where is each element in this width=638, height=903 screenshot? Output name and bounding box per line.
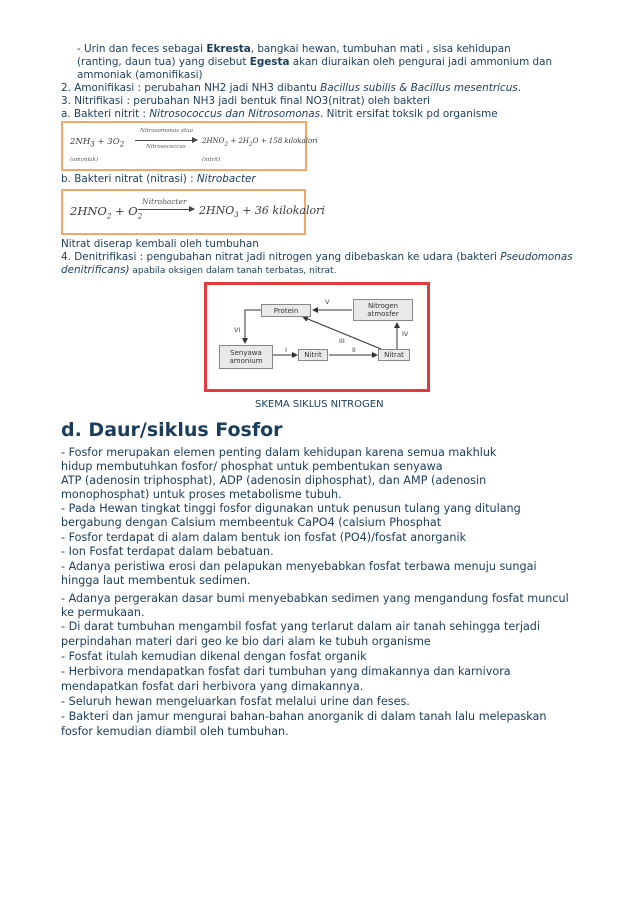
intro-line-3: ammoniak (amonifikasi) xyxy=(77,69,203,81)
fosfor-line: - Fosfor terdapat di alam dalam bentuk ion fosfat (PO4)/fosfat anorganik xyxy=(61,531,467,544)
eq1-label-left: (amoniak) xyxy=(70,157,99,163)
fosfor-line: - Pada Hewan tingkat tinggi fosfor digunakan untuk penusun tulang yang ditulang xyxy=(61,502,521,515)
fosfor-line: perpindahan materi dari geo ke bio dari alam ke tubuh organisme xyxy=(61,635,431,648)
fosfor-line: hidup membutuhkan fosfor/ phosphat untuk pembentukan senyawa xyxy=(61,460,443,473)
fosfor-line: bergabung dengan Calsium membeentuk CaPO4 (calsium Phosphat xyxy=(61,516,442,529)
eq1-arrow-bottom: Nitrosococcus xyxy=(146,144,186,150)
eq2-right: $2HNO_3 + 36$ kilokalori xyxy=(199,204,325,220)
fosfor-line: monophosphat) untuk proses metabolisme tubuh. xyxy=(61,488,342,501)
fosfor-line: - Seluruh hewan mengeluarkan fosfat melalui urine dan feses. xyxy=(61,695,410,708)
fosfor-line: - Fosfat itulah kemudian dikenal dengan fosfat organik xyxy=(61,650,367,663)
label-i: I xyxy=(285,346,287,354)
item-bakteri-nitrat: b. Bakteri nitrat (nitrasi) : Nitrobacter xyxy=(61,173,256,185)
node-nitrat: Nitrat xyxy=(378,349,410,361)
eq2-arrow-top: Nitrobacter xyxy=(142,197,187,206)
eq1-label-right: (nitrit) xyxy=(202,157,221,163)
item-denitrifikasi: 4. Denitrifikasi : pengubahan nitrat jadi nitrogen yang dibebaskan ke udara (bakteri Pseudomonas xyxy=(61,251,573,263)
label-iii: III xyxy=(339,337,345,345)
eq1-left: $2NH_3 + 3O_2$ xyxy=(70,137,125,149)
node-senyawa-amonium: Senyawa amonium xyxy=(219,345,273,369)
fosfor-line: - Fosfor merupakan elemen penting dalam kehidupan karena semua makhluk xyxy=(61,446,497,459)
fosfor-line: fosfor kemudian diambil oleh tumbuhan. xyxy=(61,725,289,738)
label-iv: IV xyxy=(402,330,409,338)
fosfor-line: mendapatkan fosfat dari herbivora yang dimakannya. xyxy=(61,680,364,693)
node-protein: Protein xyxy=(261,304,311,317)
equation-nitrat-image xyxy=(61,189,325,235)
fosfor-line: hingga laut membentuk sedimen. xyxy=(61,574,251,587)
nitrat-diserap-line: Nitrat diserap kembali oleh tumbuhan xyxy=(61,238,259,250)
eq2-arrow xyxy=(138,209,194,210)
eq1-arrow xyxy=(135,140,197,141)
fosfor-line: ke permukaan. xyxy=(61,606,145,619)
item-nitrifikasi: 3. Nitrifikasi : perubahan NH3 jadi bentuk final NO3(nitrat) oleh bakteri xyxy=(61,95,431,107)
item-bakteri-nitrit: a. Bakteri nitrit : Nitrosococcus dan Nitrosomonas. Nitrit ersifat toksik pd organisme xyxy=(61,108,498,120)
eq1-arrow-top: Nitrosomonas atau xyxy=(140,128,194,134)
label-ii: II xyxy=(352,346,356,354)
node-nitrogen-atmosfer: Nitrogen atmosfer xyxy=(353,299,413,321)
item-denitrifikasi-cont: denitrificans) apabila oksigen dalam tanah terbatas, nitrat. xyxy=(61,264,337,276)
section-heading: d. Daur/siklus Fosfor xyxy=(61,419,283,441)
fosfor-line: ATP (adenosin triphosphat), ADP (adenosin diphosphat), dan AMP (adenosin xyxy=(61,474,487,487)
fosfor-line: - Adanya peristiwa erosi dan pelapukan menyebabkan fosfat terbawa menuju sungai xyxy=(61,560,537,573)
nitrogen-cycle-diagram xyxy=(204,282,430,392)
label-vi: VI xyxy=(234,326,241,334)
item-amonifikasi: 2. Amonifikasi : perubahan NH2 jadi NH3 dibantu Bacillus subilis & Bacillus mesentricus. xyxy=(61,82,522,94)
label-v: V xyxy=(325,298,330,306)
eq1-right: $2HNO_2 + 2H_2O + 158$ kilokalori xyxy=(202,137,318,148)
equation-nitrit-image xyxy=(61,121,318,171)
fosfor-line: - Herbivora mendapatkan fosfat dari tumbuhan yang dimakannya dan karnivora xyxy=(61,665,511,678)
intro-line-1: - Urin dan feces sebagai Ekresta, bangkai hewan, tumbuhan mati , sisa kehidupan xyxy=(77,43,511,55)
node-nitrit: Nitrit xyxy=(298,349,328,361)
fosfor-line: - Di darat tumbuhan mengambil fosfat yang terlarut dalam air tanah sehingga terjadi xyxy=(61,620,541,633)
diagram-caption: SKEMA SIKLUS NITROGEN xyxy=(255,399,384,410)
intro-line-2: (ranting, daun tua) yang disebut Egesta akan diuraikan oleh pengurai jadi ammonium dan xyxy=(77,56,553,68)
eq2-left: $2HNO_2 + O_2$ xyxy=(70,204,143,221)
fosfor-line: - Bakteri dan jamur mengurai bahan-bahan anorganik di dalam tanah lalu melepaskan xyxy=(61,710,547,723)
fosfor-line: - Ion Fosfat terdapat dalam bebatuan. xyxy=(61,545,274,558)
fosfor-line: - Adanya pergerakan dasar bumi menyebabkan sedimen yang mengandung fosfat muncul xyxy=(61,592,569,605)
